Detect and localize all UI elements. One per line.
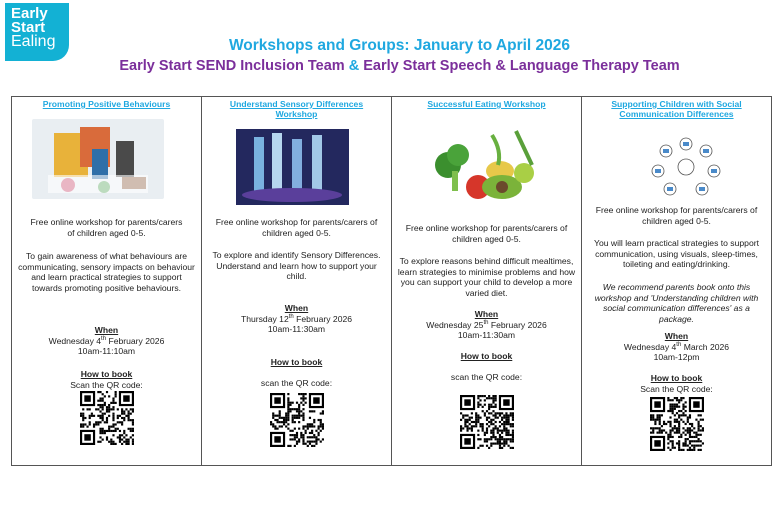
workshop-card-sensory-differences xyxy=(202,97,392,465)
page-subtitle xyxy=(0,58,779,74)
logo-line1: Early xyxy=(11,5,48,22)
when-label: When xyxy=(474,309,499,319)
workshop-intro: Free online workshop for parents/carers of children aged 0-5. xyxy=(30,217,183,238)
workshop-time: 10am-11:10am xyxy=(77,346,136,356)
booking-block xyxy=(206,357,387,368)
when-label: When xyxy=(94,325,119,335)
book-instruction: scan the QR code: xyxy=(450,372,523,382)
workshop-title: Promoting Positive Behaviours xyxy=(42,99,171,109)
workshop-intro: Free online workshop for parents/carers of children aged 0-5. xyxy=(595,205,758,226)
workshop-date: Wednesday 25th February 2026 xyxy=(426,319,547,330)
workshop-recommendation-note: We recommend parents book onto this workshop and 'Understanding children with social communication differences' as a package. xyxy=(594,282,759,324)
book-instruction: Scan the QR code: xyxy=(640,383,713,394)
when-block xyxy=(16,325,197,357)
workshop-card-social-communication xyxy=(582,97,771,465)
book-instruction: Scan the QR code: xyxy=(70,379,143,390)
book-instruction: scan the QR code: xyxy=(260,378,333,388)
page-title: Workshops and Groups: January to April 2026 xyxy=(228,37,571,54)
workshop-title: Successful Eating Workshop xyxy=(427,99,546,109)
subtitle-salt-team: Early Start Speech & Language Therapy Team xyxy=(363,58,680,74)
when-label: When xyxy=(664,331,689,341)
workshop-description: You will learn practical strategies to support communication, using visuals, sleep-times, toileting and eating/drinking. xyxy=(594,238,759,269)
workshop-time: 10am-12pm xyxy=(653,352,700,362)
logo-line3: Ealing xyxy=(11,33,56,50)
workshop-time: 10am-11:30am xyxy=(457,330,516,340)
workshop-card-positive-behaviours xyxy=(12,97,202,465)
workshop-table xyxy=(11,96,772,466)
workshop-card-successful-eating xyxy=(392,97,582,465)
sensory-room-image xyxy=(236,129,349,205)
how-to-book-label: How to book xyxy=(270,357,323,367)
subtitle-ampersand: & xyxy=(348,58,360,74)
workshop-title: Supporting Children with Social Communication Differences xyxy=(611,99,742,119)
when-block xyxy=(586,331,767,363)
booking-block xyxy=(16,369,197,390)
booking-qr-code[interactable] xyxy=(80,391,134,445)
subtitle-send-team: Early Start SEND Inclusion Team xyxy=(119,58,345,74)
booking-block xyxy=(586,373,767,394)
workshop-date: Wednesday 4th March 2026 xyxy=(623,341,730,352)
booking-qr-code[interactable] xyxy=(650,397,704,451)
sensory-toys-image xyxy=(32,119,164,199)
workshop-description: To explore reasons behind difficult mealtimes, learn strategies to minimise problems and how you can support your child to develop a more varied diet. xyxy=(397,256,576,298)
workshop-time: 10am-11:30am xyxy=(267,324,326,334)
workshop-description: To explore and identify Sensory Differences. Understand and learn how to support your child. xyxy=(212,250,381,281)
workshop-intro: Free online workshop for parents/carers of children aged 0-5. xyxy=(215,217,378,238)
how-to-book-label: How to book xyxy=(460,351,513,361)
logo-line2: Start xyxy=(11,19,46,36)
how-to-book-label: How to book xyxy=(80,369,133,379)
booking-qr-code[interactable] xyxy=(460,395,514,449)
workshop-date: Wednesday 4th February 2026 xyxy=(48,335,165,346)
booking-block xyxy=(396,351,577,362)
when-block xyxy=(396,309,577,341)
workshop-description: To gain awareness of what behaviours are communicating, sensory impacts on behaviour and learn practical strategies to support towards promoting positive behaviours. xyxy=(18,251,195,293)
how-to-book-label: How to book xyxy=(650,373,703,383)
fruit-vegetables-image xyxy=(432,121,542,203)
communication-diagram-image xyxy=(648,137,724,197)
workshop-intro: Free online workshop for parents/carers of children aged 0-5. xyxy=(405,223,568,244)
when-block xyxy=(206,303,387,335)
workshop-date: Thursday 12th February 2026 xyxy=(240,313,353,324)
booking-qr-code[interactable] xyxy=(270,393,324,447)
workshop-title: Understand Sensory Differences Workshop xyxy=(229,99,364,119)
when-label: When xyxy=(284,303,309,313)
